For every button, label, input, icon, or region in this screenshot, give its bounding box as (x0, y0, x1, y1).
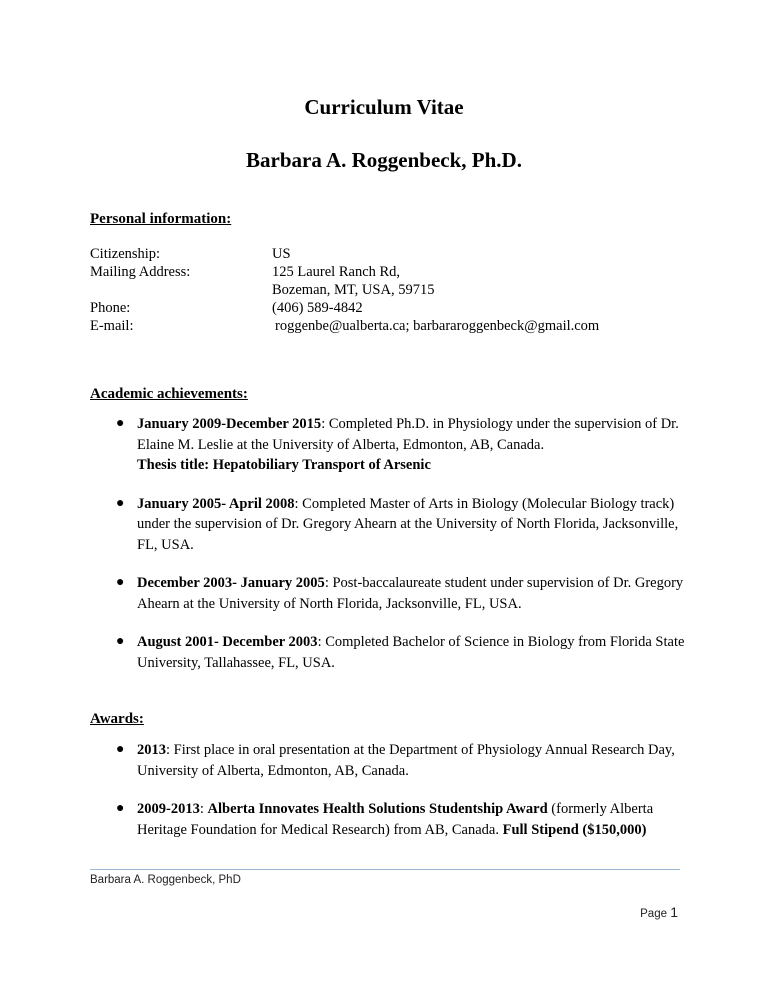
address-label: Mailing Address: (90, 264, 191, 280)
award-separator: : (199, 801, 208, 817)
award-stipend: Full Stipend ($150,000) (502, 821, 647, 838)
academic-dates: January 2009-December 2015 (137, 416, 322, 432)
awards-heading: Awards: (90, 711, 144, 727)
footer-author: Barbara A. Roggenbeck, PhD (90, 874, 241, 886)
document-title: Curriculum Vitae (304, 95, 464, 119)
bullet-icon: ● (116, 742, 125, 757)
list-item (90, 573, 690, 614)
phone-label: Phone: (90, 300, 131, 316)
address-line-1: 125 Laurel Ranch Rd, (272, 264, 401, 280)
list-item (90, 740, 690, 781)
page-number: 1 (670, 904, 678, 920)
award-year: 2009-2013 (137, 801, 200, 817)
academic-dates: December 2003- January 2005 (137, 575, 325, 591)
academic-list (90, 414, 690, 691)
citizenship-label: Citizenship: (90, 246, 161, 262)
academic-description: : Completed Bachelor of Science in Biology from Florida State University, Tallahassee, FL, USA. (137, 634, 685, 671)
personal-info-heading: Personal information: (90, 211, 232, 227)
award-year: 2013 (137, 742, 166, 758)
email-label: E-mail: (90, 318, 134, 334)
page-label: Page (640, 908, 671, 920)
academic-description: : Completed Master of Arts in Biology (Molecular Biology track) under the supervision of Dr. Gregory Ahearn at the University of North Florida, Jacksonville, FL, USA. (137, 495, 679, 553)
candidate-name: Barbara A. Roggenbeck, Ph.D. (246, 148, 522, 172)
email-value: roggenbe@ualberta.ca; barbararoggenbeck@gmail.com (275, 318, 600, 334)
footer-page-number (640, 904, 678, 920)
list-item (90, 799, 690, 840)
academic-dates: January 2005- April 2008 (137, 495, 295, 512)
bullet-icon: ● (116, 801, 125, 816)
bullet-icon: ● (116, 575, 125, 590)
thesis-title: Thesis title: Hepatobiliary Transport of Arsenic (137, 457, 431, 473)
academic-description: : Completed Ph.D. in Physiology under the supervision of Dr. Elaine M. Leslie at the University of Alberta, Edmonton, AB, Canada. (137, 416, 679, 453)
award-description: (formerly Alberta Heritage Foundation for Medical Research) from AB, Canada. (137, 801, 654, 838)
list-item (90, 414, 690, 476)
award-name: Alberta Innovates Health Solutions Studentship Award (207, 801, 548, 817)
academic-dates: August 2001- December 2003 (137, 634, 318, 650)
award-description: : First place in oral presentation at the Department of Physiology Annual Research Day, University of Alberta, Edmonton, AB, Canada. (137, 742, 675, 779)
academic-description: : Post-baccalaureate student under supervision of Dr. Gregory Ahearn at the University of North Florida, Jacksonville, FL, USA. (137, 575, 684, 612)
citizenship-value: US (272, 246, 291, 262)
phone-value: (406) 589-4842 (272, 300, 363, 316)
list-item (90, 632, 690, 673)
footer-divider (90, 869, 680, 870)
list-item (90, 494, 690, 556)
address-line-2: Bozeman, MT, USA, 59715 (272, 282, 435, 298)
bullet-icon: ● (116, 634, 125, 649)
bullet-icon: ● (116, 416, 125, 431)
bullet-icon: ● (116, 495, 125, 511)
academic-heading: Academic achievements: (90, 386, 248, 402)
awards-list (90, 740, 690, 858)
